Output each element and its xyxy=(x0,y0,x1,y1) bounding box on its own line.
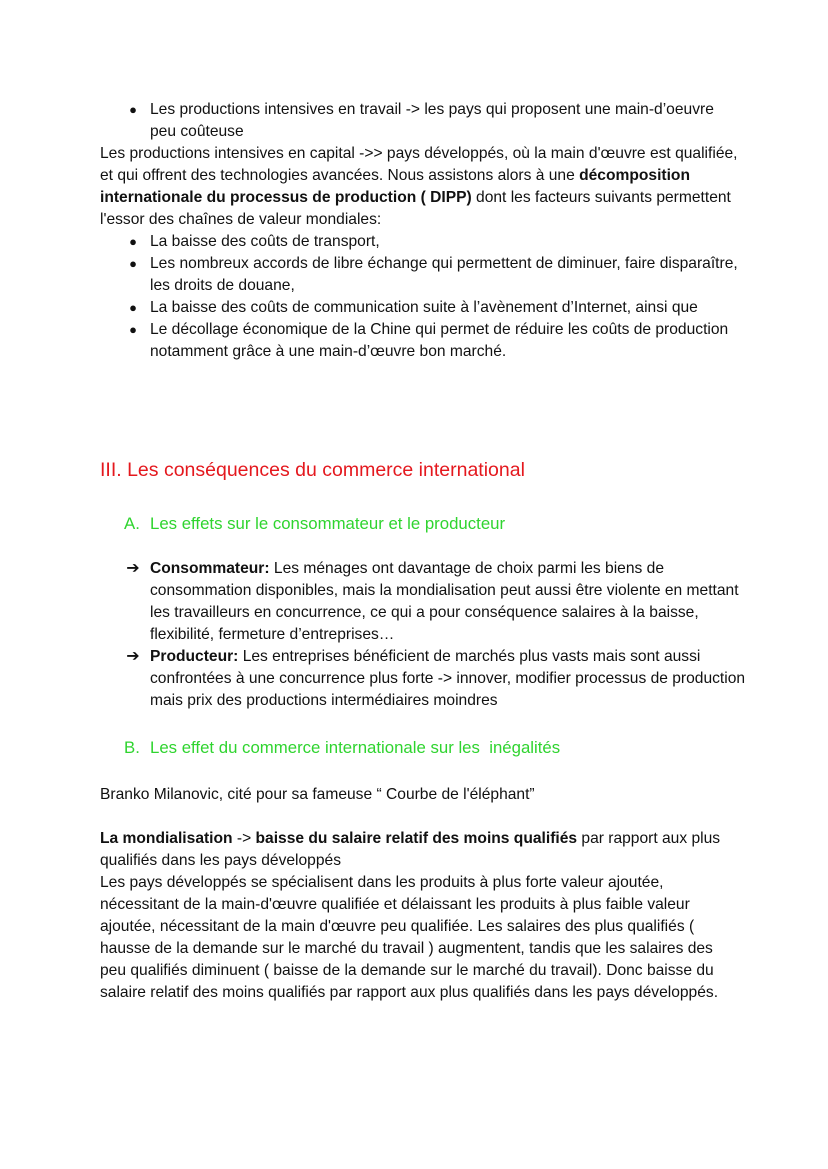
dipp-text-before: Les productions intensives en capital ->> pays développés, où la main d'œuvre est qualifiée, et qui offrent des technologies avancées. Nous assistons alors à une xyxy=(100,145,738,184)
factors-list xyxy=(100,231,740,363)
intro-bullet-text: Les productions intensives en travail -> les pays qui proposent une main-d’oeuvre peu coûteuse xyxy=(150,101,714,140)
list-item xyxy=(100,231,740,253)
list-item xyxy=(100,253,740,297)
list-item xyxy=(100,646,750,712)
effect-text: Les entreprises bénéficient de marchés plus vasts mais sont aussi confrontées à une concurrence plus forte -> innover, modifier processus de production mais prix des productions intermédiaires moindres xyxy=(150,648,746,709)
list-item xyxy=(100,319,740,363)
lead-bold-2: baisse du salaire relatif des moins qualifiés xyxy=(255,830,578,847)
subheading-b-title: Les effet du commerce internationale sur les inégalités xyxy=(150,738,561,757)
effect-label: Consommateur: xyxy=(150,560,270,577)
effects-block xyxy=(100,558,750,712)
dipp-paragraph xyxy=(100,143,740,231)
lead-bold-1: La mondialisation xyxy=(100,830,233,847)
subheading-b-number: B. xyxy=(124,738,140,757)
right-arrow-icon: ➔ xyxy=(126,560,140,577)
bullet-dot-icon: ● xyxy=(129,256,137,271)
dipp-paragraph-block xyxy=(100,143,740,363)
dipp-bold-term: décomposition internationale du processus de production ( DIPP) xyxy=(100,167,690,206)
lead-mid: -> xyxy=(232,830,256,847)
effect-text: Les ménages ont davantage de choix parmi les biens de consommation disponibles, mais la mondialisation peut aussi être violente en mettant les travailleurs en concurrence, ce qui a pour conséquence salaires à la baisse, flexibilité, fermeture d’entreprises… xyxy=(150,560,739,643)
subheading-a-number: A. xyxy=(124,514,140,533)
right-arrow-icon: ➔ xyxy=(126,648,140,665)
list-item xyxy=(100,558,750,646)
factor-text: La baisse des coûts de communication suite à l’avènement d’Internet, ainsi que xyxy=(150,299,698,316)
factor-text: Les nombreux accords de libre échange qui permettent de diminuer, faire disparaître, les droits de douane, xyxy=(150,255,738,294)
final-paragraph-body: Les pays développés se spécialisent dans les produits à plus forte valeur ajoutée, nécessitant de la main-d'œuvre qualifiée et délaissant les produits à plus faible valeur ajoutée, nécessitant de la main d'œuvre peu qualifiée. Les salaires des plus qualifiés ( hausse de la demande sur le marché du travail ) augmentent, tandis que les salaires des peu qualifiés diminuent ( baisse de la demande sur le marché du travail). Donc baisse du salaire relatif des moins qualifiés par rapport aux plus qualifiés dans les pays développés. xyxy=(100,874,719,1001)
lead-rest: par rapport aux plus qualifiés dans les pays développés xyxy=(100,830,721,869)
bullet-dot-icon: ● xyxy=(129,102,137,117)
subheading-b xyxy=(124,737,744,759)
list-item xyxy=(100,99,740,143)
effects-list xyxy=(100,558,750,712)
bullet-dot-icon: ● xyxy=(129,234,137,249)
milanovic-line: Branko Milanovic, cité pour sa fameuse “ Courbe de l'éléphant” xyxy=(100,786,535,803)
section-3-heading: III. Les conséquences du commerce international xyxy=(100,459,525,481)
intro-bullet-block xyxy=(100,99,740,143)
subheading-a-title: Les effets sur le consommateur et le producteur xyxy=(150,514,506,533)
factor-text: La baisse des coûts de transport, xyxy=(150,233,380,250)
list-item xyxy=(100,297,740,319)
final-paragraph-lead xyxy=(100,828,732,872)
effect-label: Producteur: xyxy=(150,648,239,665)
final-paragraph-block xyxy=(100,828,732,1004)
bullet-dot-icon: ● xyxy=(129,322,137,337)
dipp-text-after: dont les facteurs suivants permettent l'essor des chaînes de valeur mondiales: xyxy=(100,189,731,228)
intro-bullet-list xyxy=(100,99,740,143)
factor-text: Le décollage économique de la Chine qui permet de réduire les coûts de production notamment grâce à une main-d’œuvre bon marché. xyxy=(150,321,729,360)
subheading-a xyxy=(124,513,744,535)
bullet-dot-icon: ● xyxy=(129,300,137,315)
